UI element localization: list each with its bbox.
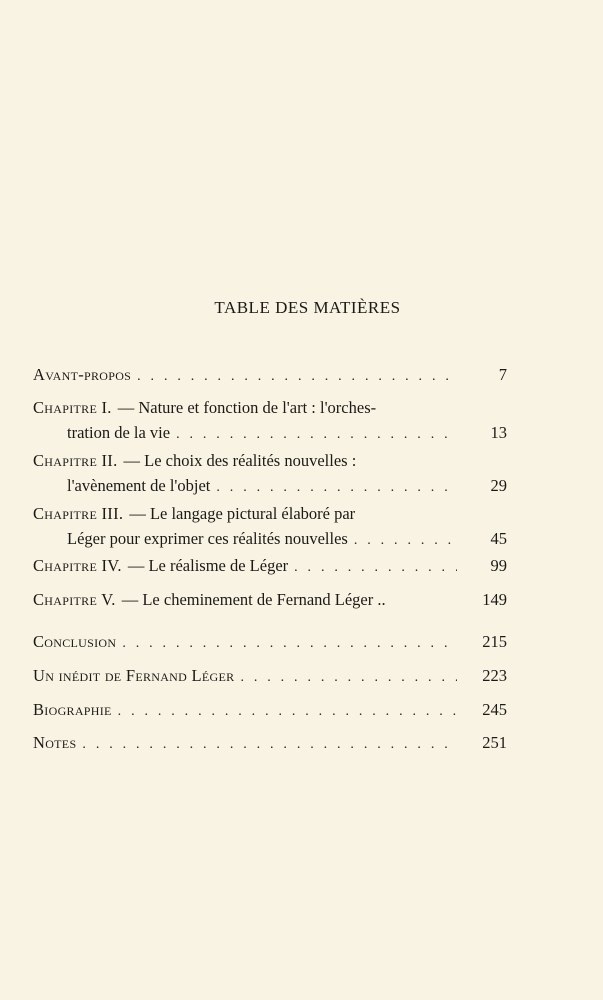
dot-leader	[82, 732, 457, 757]
toc-entry-chapitre-4[interactable]	[33, 553, 507, 580]
dot-leader	[122, 631, 457, 656]
entry-page-number: 245	[482, 700, 507, 719]
toc-entry-chapitre-1[interactable]	[33, 395, 507, 447]
entry-page-number: 7	[498, 365, 507, 384]
toc-entry-chapitre-2[interactable]	[33, 448, 507, 500]
entry-page-number: 29	[490, 476, 507, 495]
dot-leader	[176, 422, 457, 447]
toc-title: TABLE DES MATIÈRES	[214, 298, 401, 317]
toc-entry-un-inedit[interactable]	[33, 663, 507, 690]
entry-label: Notes	[33, 733, 77, 752]
entry-title: — Le langage pictural élaboré par	[129, 504, 356, 523]
entry-title-continuation: Léger pour exprimer ces réalités nouvelles	[67, 529, 348, 548]
entry-title: — Le choix des réalités nouvelles :	[123, 451, 357, 470]
entry-title-continuation: tration de la vie	[67, 423, 171, 442]
toc-entry-conclusion[interactable]	[33, 629, 507, 656]
dot-leader	[354, 528, 457, 553]
entry-page-number: 223	[482, 666, 507, 685]
entry-title: — Le cheminement de Fernand Léger ..	[121, 590, 386, 609]
entry-label: Chapitre I.	[33, 398, 112, 417]
dot-leader	[240, 665, 457, 690]
dot-leader	[118, 699, 457, 724]
toc-entry-chapitre-3[interactable]	[33, 501, 507, 553]
entry-label: Chapitre V.	[33, 590, 116, 609]
toc-entry-notes[interactable]	[33, 730, 507, 757]
entry-label: Chapitre II.	[33, 451, 118, 470]
toc-entry-avant-propos[interactable]	[33, 362, 507, 389]
toc-entry-chapitre-5[interactable]	[33, 587, 507, 612]
entry-label: Avant-propos	[33, 365, 132, 384]
toc-entry-biographie[interactable]	[33, 697, 507, 724]
entry-label: Conclusion	[33, 632, 117, 651]
dot-leader	[216, 475, 457, 500]
entry-title: — Le réalisme de Léger	[127, 556, 289, 575]
entry-label: Un inédit de Fernand Léger	[33, 666, 235, 685]
entry-page-number: 215	[482, 632, 507, 651]
entry-label: Chapitre III.	[33, 504, 124, 523]
entry-label: Chapitre IV.	[33, 556, 122, 575]
dot-leader	[294, 555, 457, 580]
dot-leader	[137, 364, 457, 389]
entry-page-number: 149	[482, 590, 507, 609]
entry-label: Biographie	[33, 700, 112, 719]
entry-title: — Nature et fonction de l'art : l'orches-	[117, 398, 377, 417]
entry-page-number: 251	[482, 733, 507, 752]
entry-page-number: 45	[490, 529, 507, 548]
entry-page-number: 13	[490, 423, 507, 442]
entry-page-number: 99	[490, 556, 507, 575]
entry-title-continuation: l'avènement de l'objet	[67, 476, 211, 495]
